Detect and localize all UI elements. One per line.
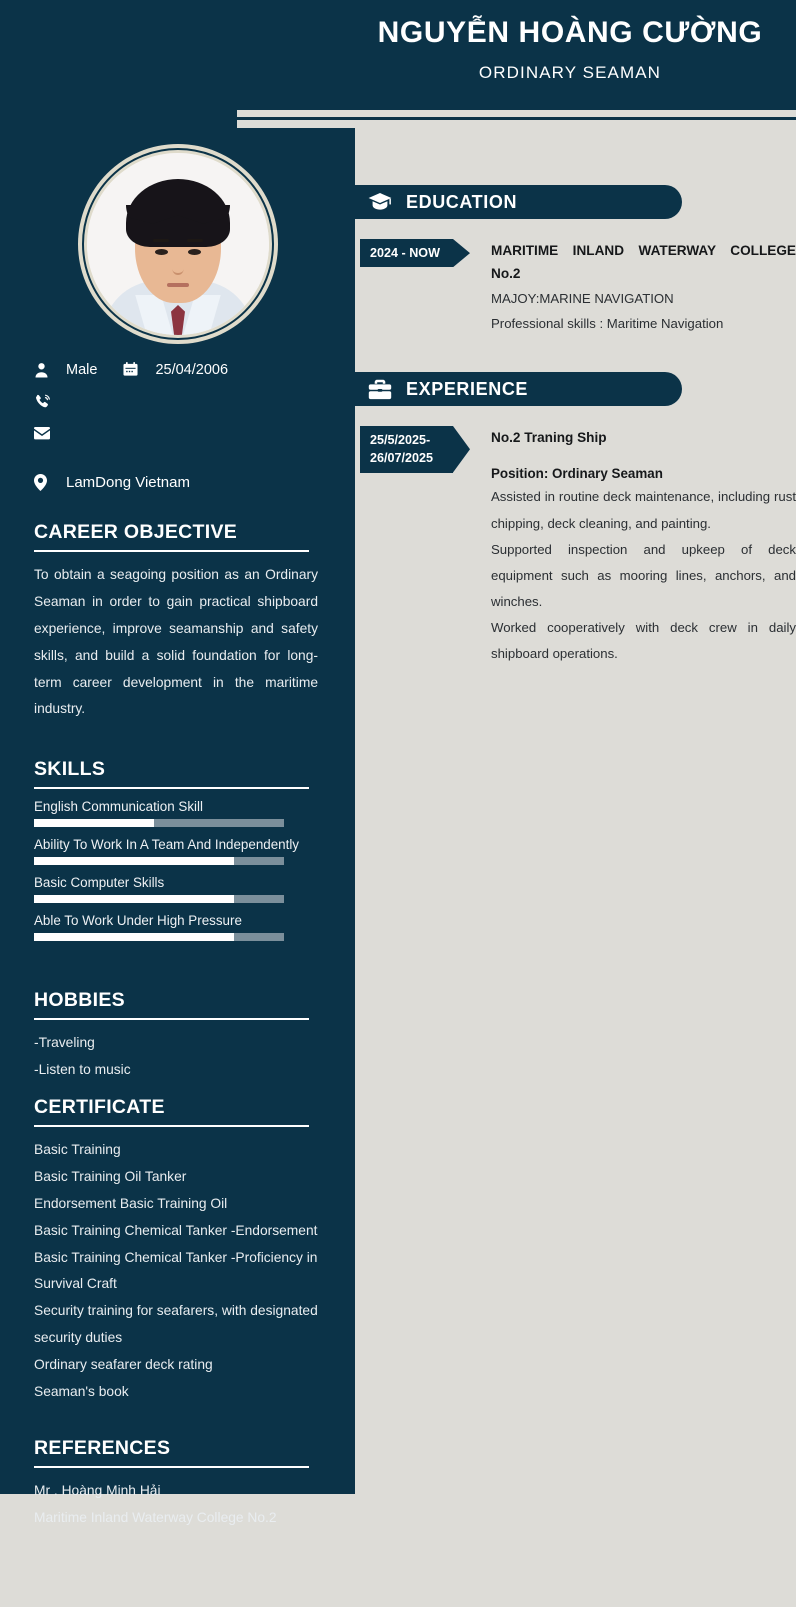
contact-block [0,356,352,501]
skill-progress-track [34,895,284,903]
certificate-item: Basic Training Chemical Tanker -Proficiency in Survival Craft [34,1249,318,1292]
contact-row-phone[interactable] [34,388,318,415]
certificate-item: Basic Training [34,1142,121,1157]
dob-group [123,362,228,378]
section-references [0,1437,352,1532]
section-certificate [0,1096,352,1406]
contact-row-email[interactable] [34,420,318,447]
section-header-education [352,185,682,219]
certificate-item: Ordinary seafarer deck rating [34,1357,213,1373]
section-title-hobbies: HOBBIES [34,989,125,1011]
experience-position: Position: Ordinary Seaman [491,466,663,482]
skill-label: Ability To Work In A Team And Independently [34,837,300,852]
header-text-block [352,14,788,83]
gender-value: Male [66,361,98,378]
education-school: MARITIME INLAND WATERWAY COLLEGE No.2 [491,243,796,282]
skill-progress-track [34,933,284,941]
education-professional-skills: Professional skills : Maritime Navigation [491,315,724,331]
skill-item [34,837,318,865]
section-career-objective [0,521,352,723]
section-rule-skills [34,787,309,789]
section-header-experience [352,372,682,406]
experience-period-badge [360,426,453,473]
skill-progress-fill [34,895,234,903]
skill-label: Basic Computer Skills [34,875,165,890]
section-hobbies [0,989,352,1084]
experience-bullets [491,484,796,667]
experience-entry [352,426,796,667]
section-title-skills: SKILLS [34,758,106,780]
section-title-experience: EXPERIENCE [406,378,529,399]
objective-text: To obtain a seagoing position as an Ordinary Seaman in order to gain practical shipboard experience, improve seamanship and safety skills, and build a solid foundation for long-term career development in the maritime industry. [34,567,318,717]
section-rule-objective [34,550,309,552]
certificate-list [34,1137,318,1406]
experience-company: No.2 Traning Ship [491,430,607,445]
education-entry [352,239,796,336]
envelope-icon [34,427,56,440]
references-list [34,1478,318,1532]
skill-item [34,913,318,941]
contact-row-location [34,469,318,496]
skill-item [34,875,318,903]
sidebar [0,128,352,1525]
section-rule-certificate [34,1125,309,1127]
section-rule-hobbies [34,1018,309,1020]
skill-progress-fill [34,933,234,941]
page-title: NGUYỄN HOÀNG CƯỜNG [377,16,763,49]
certificate-item: Security training for seafarers, with designated security duties [34,1303,318,1346]
dob-value: 25/04/2006 [155,361,229,378]
experience-entry-body [491,426,796,667]
briefcase-icon [368,379,394,400]
avatar [78,144,278,344]
header-divider-left-top [0,104,237,117]
map-pin-icon [34,474,56,491]
phone-icon [34,394,56,410]
education-period-badge: 2024 - NOW [360,239,453,267]
skill-label: Able To Work Under High Pressure [34,913,242,928]
experience-bullet: Supported inspection and upkeep of deck equipment such as mooring lines, anchors, and winches. [491,541,796,609]
section-title-references: REFERENCES [34,1437,171,1459]
certificate-item: Basic Training Oil Tanker [34,1168,187,1184]
graduation-cap-icon [368,192,394,212]
reference-item: Maritime Inland Waterway College No.2 [34,1509,277,1525]
skill-progress-fill [34,819,154,827]
job-title: ORDINARY SEAMAN [478,62,662,82]
education-block [352,185,796,336]
person-icon [34,362,56,378]
certificate-item: Seaman's book [34,1384,129,1400]
avatar-image [87,153,269,335]
contact-row-gender-dob [34,356,318,383]
reference-item: Mr . Hoàng Minh Hải [34,1483,161,1498]
certificate-item: Basic Training Chemical Tanker -Endorsement [34,1222,318,1238]
experience-block [352,372,796,667]
experience-bullet: Worked cooperatively with deck crew in daily shipboard operations. [491,620,796,662]
education-entry-body [491,239,796,336]
skill-item [34,799,318,827]
hobby-item: -Traveling [34,1035,95,1050]
certificate-item: Endorsement Basic Training Oil [34,1195,228,1211]
section-rule-references [34,1466,309,1468]
skill-progress-track [34,857,284,865]
education-major: MAJOY:MARINE NAVIGATION [491,290,674,306]
main-panel [352,128,796,1494]
header-banner [0,0,796,110]
location-value: LamDong Vietnam [66,474,190,491]
skill-label: English Communication Skill [34,799,203,814]
hobby-item: -Listen to music [34,1061,131,1077]
skill-progress-fill [34,857,234,865]
section-title-certificate: CERTIFICATE [34,1096,165,1118]
experience-bullet: Assisted in routine deck maintenance, including rust chipping, deck cleaning, and painting. [491,489,796,531]
skill-progress-track [34,819,284,827]
experience-period-text: 25/5/2025- 26/07/2025 [370,433,434,466]
section-title-education: EDUCATION [406,191,518,212]
calendar-icon [123,362,145,377]
section-title-objective: CAREER OBJECTIVE [34,521,238,543]
section-skills [0,758,352,951]
hobbies-list [34,1030,318,1084]
avatar-ring [82,148,274,340]
skills-list [34,799,318,941]
